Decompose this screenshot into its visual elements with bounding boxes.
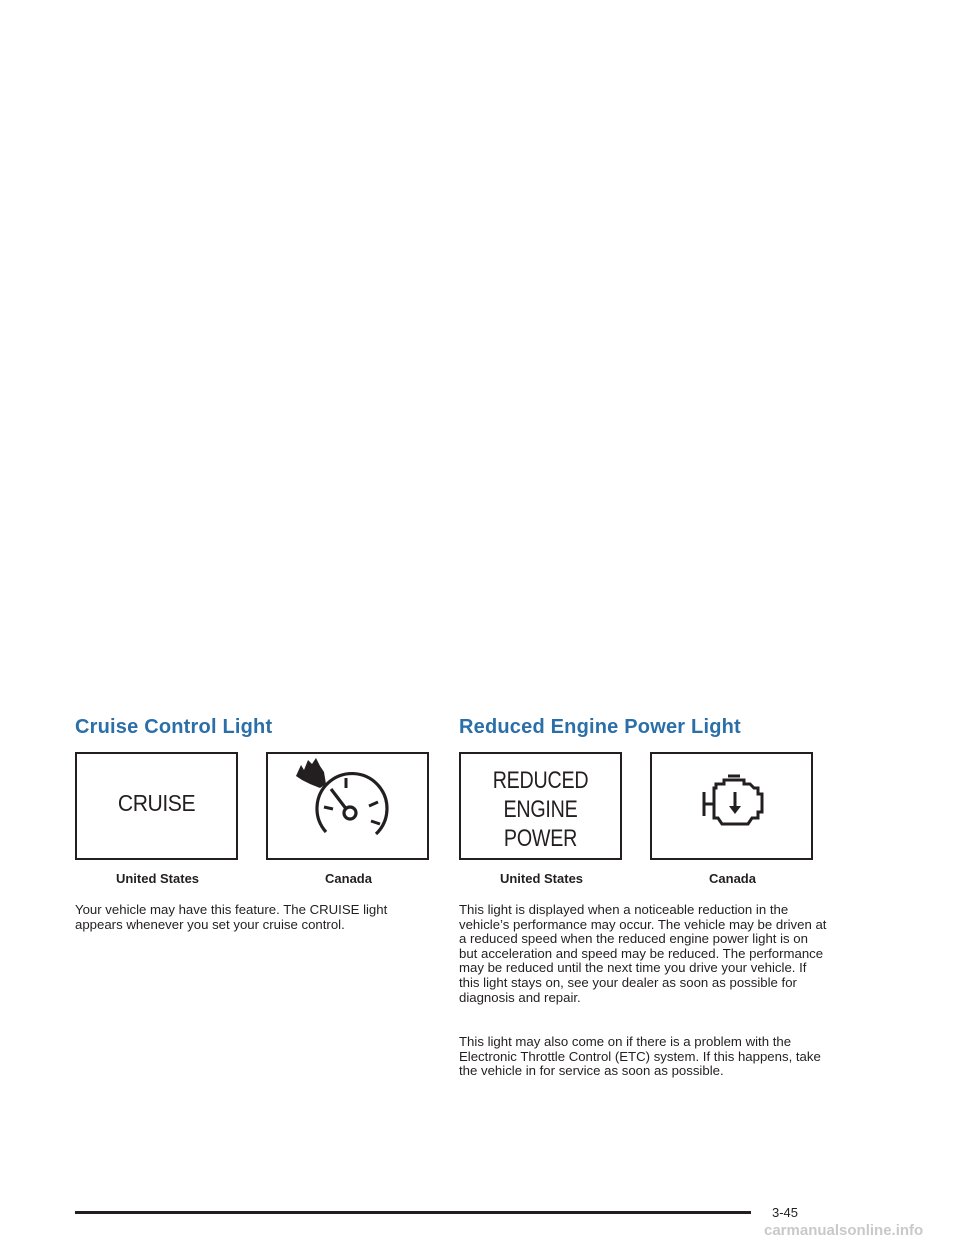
reduced-engine-power-heading: Reduced Engine Power Light (459, 716, 741, 738)
cruise-control-light-heading: Cruise Control Light (75, 716, 273, 738)
rep-indicator-line-3: POWER (503, 825, 578, 852)
cruise-canada-caption: Canada (325, 871, 372, 886)
rep-us-caption: United States (499, 871, 584, 886)
cruise-indicator-label: CRUISE (117, 790, 196, 816)
page-number: 3-45 (772, 1205, 799, 1220)
cruise-description: Your vehicle may have this feature. The CRUISE light appears whenever you set your cruise control. (75, 902, 388, 932)
rep-indicator-line-1: REDUCED (492, 767, 589, 794)
rep-canada-caption: Canada (709, 871, 756, 886)
watermark: carmanualsonline.info (764, 1222, 924, 1239)
rep-indicator-line-2: ENGINE (503, 796, 578, 823)
rep-us-indicator (459, 752, 622, 860)
rep-description-2: This light may also come on if there is a problem with the Electronic Throttle Control (ETC) system. If this happens, take the vehicle in for service as soon as possible. (459, 1034, 821, 1079)
footer-rule (75, 1211, 751, 1214)
cruise-us-caption: United States (115, 871, 200, 886)
engine-with-down-arrow-icon (652, 754, 811, 858)
rep-description-1: This light is displayed when a noticeable reduction in the vehicle’s performance may occur. The vehicle may be driven at a reduced speed when the reduced engine power light is on but acceleration and speed may be reduced. The performance may be reduced until the next time you drive your vehicle. If this light stays on, see your dealer as soon as possible for diagnosis and repair. (459, 902, 827, 1005)
cruise-canada-indicator (266, 752, 429, 860)
rep-indicator-text (475, 766, 605, 853)
rep-canada-indicator (650, 752, 813, 860)
cruise-us-indicator (75, 752, 238, 860)
speedometer-with-hand-icon (268, 754, 427, 858)
